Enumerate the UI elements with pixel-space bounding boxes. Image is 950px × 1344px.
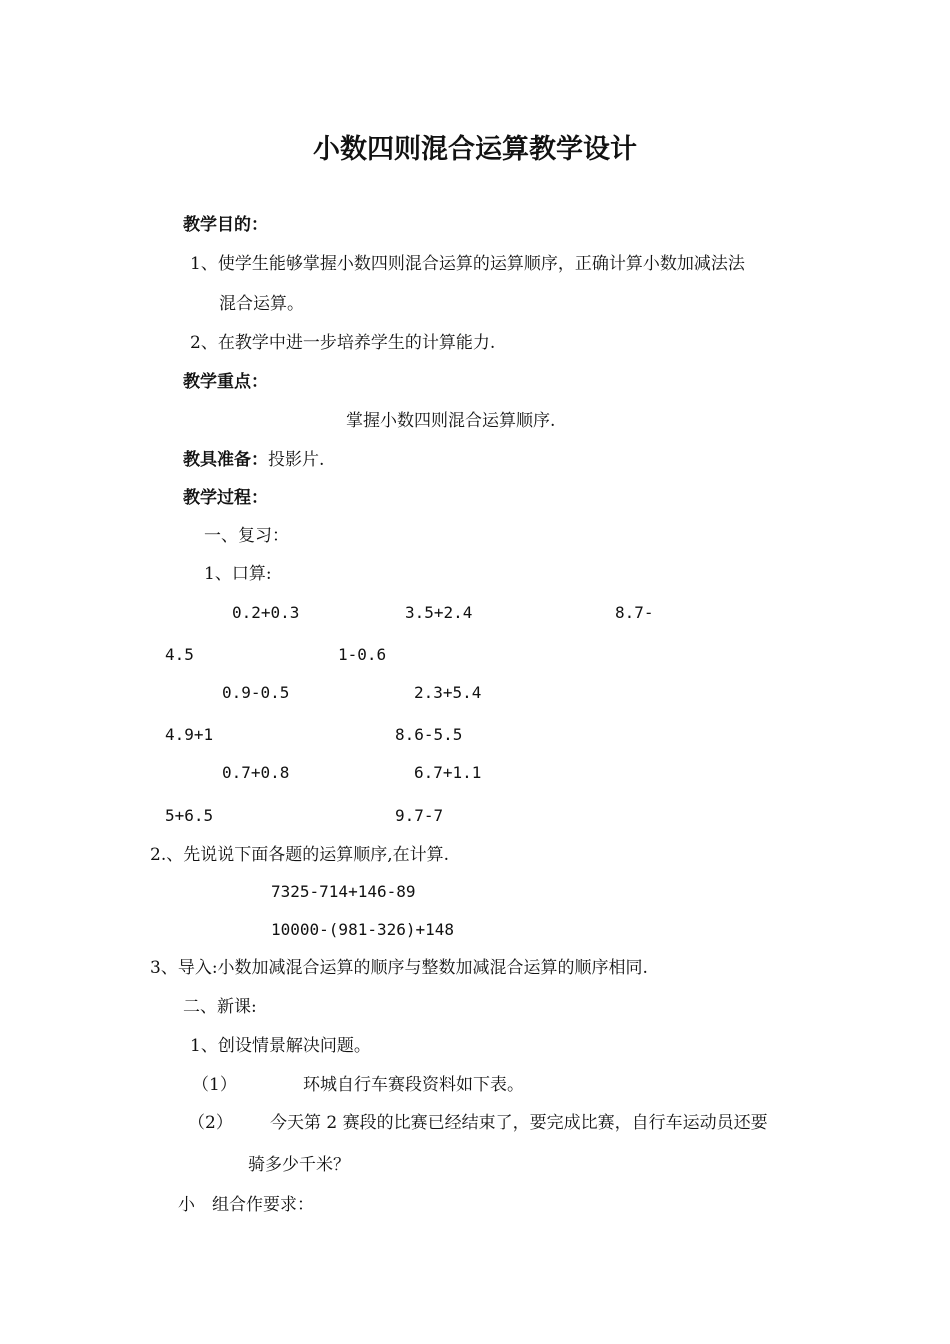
oral-item: 0.9-0.5 [222, 683, 290, 702]
expression-1: 7325-714+146-89 [271, 882, 416, 901]
oral-item: 9.7-7 [395, 806, 444, 825]
oral-item: 3.5+2.4 [405, 603, 473, 622]
scenario-2-number: （2） [188, 1113, 233, 1133]
oral-item: 4.9+1 [165, 725, 214, 744]
focus-heading: 教学重点： [183, 372, 268, 392]
scenario-1-number: （1） [192, 1075, 237, 1095]
task-2: 2.、先说说下面各题的运算顺序,在计算. [150, 845, 450, 865]
scenario-2-text-line-1: 今天第 2 赛段的比赛已经结束了，要完成比赛，自行车运动员还要 [270, 1113, 768, 1133]
oral-item: 8.7- [615, 603, 654, 622]
oral-item: 5+6.5 [165, 806, 214, 825]
oral-item: 4.5 [165, 645, 194, 664]
tools-line [183, 450, 324, 470]
objective-1-line-2: 混合运算。 [219, 294, 304, 314]
oral-item: 0.2+0.3 [232, 603, 300, 622]
oral-item: 1-0.6 [338, 645, 387, 664]
tools-heading: 教具准备： [183, 450, 268, 470]
oral-item: 6.7+1.1 [414, 763, 482, 782]
oral-item: 8.6-5.5 [395, 725, 463, 744]
review-heading: 一、复习： [204, 526, 289, 546]
objectives-heading: 教学目的： [183, 215, 268, 235]
expression-2: 10000-(981-326)+148 [271, 920, 455, 939]
document-title: 小数四则混合运算教学设计 [313, 134, 637, 165]
intro-line: 3、导入:小数加减混合运算的顺序与整数加减混合运算的顺序相同. [150, 958, 648, 978]
scenario-1-text: 环城自行车赛段资料如下表。 [303, 1075, 524, 1095]
scenario-line: 1、创设情景解决问题。 [190, 1036, 371, 1056]
new-lesson-heading: 二、新课: [183, 997, 257, 1017]
group-label-b: 组合作要求： [212, 1195, 314, 1215]
oral-heading: 1、口算: [204, 564, 272, 584]
tools-text: 投影片. [268, 450, 325, 470]
focus-text: 掌握小数四则混合运算顺序. [346, 411, 556, 431]
objective-1-line-1: 1、使学生能够掌握小数四则混合运算的运算顺序，正确计算小数加减法法 [190, 254, 745, 274]
objective-2: 2、在教学中进一步培养学生的计算能力. [190, 333, 496, 353]
process-heading: 教学过程： [183, 488, 268, 508]
oral-item: 2.3+5.4 [414, 683, 482, 702]
group-label-a: 小 [178, 1195, 195, 1215]
scenario-2-text-line-2: 骑多少千米？ [248, 1155, 350, 1175]
oral-item: 0.7+0.8 [222, 763, 290, 782]
